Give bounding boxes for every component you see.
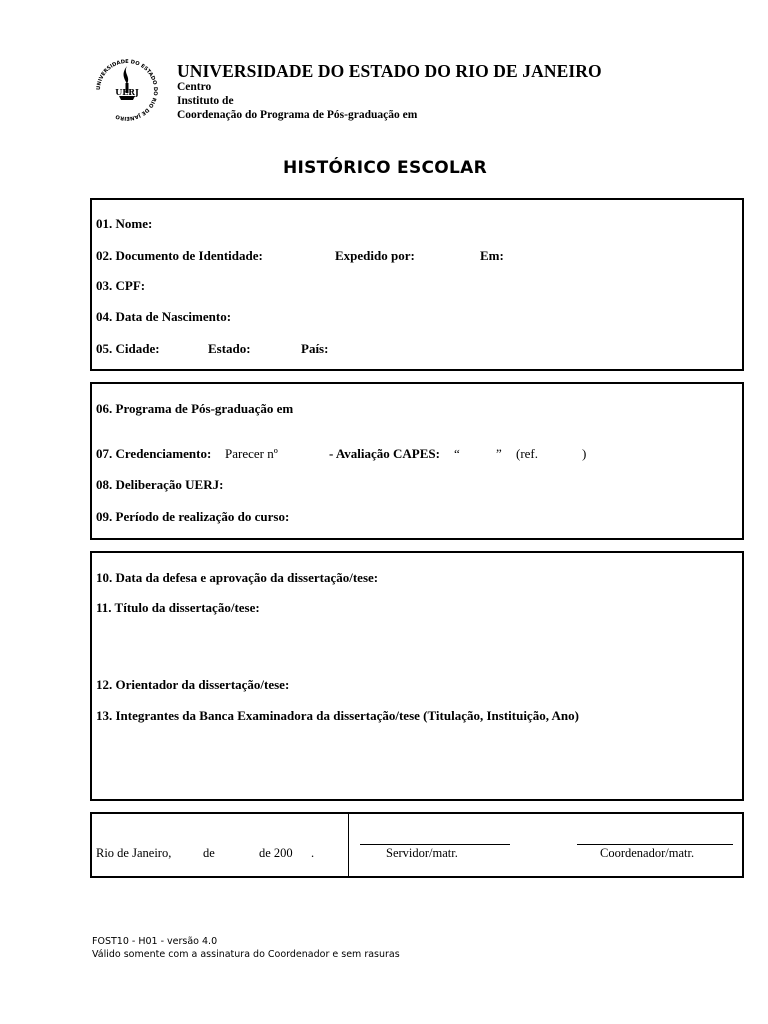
date-de-1: de: [203, 846, 215, 860]
field-deliberacao: 08. Deliberação UERJ:: [96, 477, 224, 492]
coordenador-signature-line: [577, 844, 733, 845]
field-periodo: 09. Período de realização do curso:: [96, 509, 290, 524]
field-avaliacao-capes: - Avaliação CAPES:: [329, 446, 440, 461]
field-nome: 01. Nome:: [96, 216, 153, 231]
field-banca: 13. Integrantes da Banca Examinadora da dissertação/tese (Titulação, Instituição, Ano): [96, 708, 579, 723]
footer-version: FOST10 - H01 - versão 4.0: [92, 936, 218, 947]
field-pais: País:: [301, 341, 329, 356]
page-title: HISTÓRICO ESCOLAR: [282, 158, 488, 178]
seal-uerj-text: UERJ: [115, 87, 139, 97]
coordenador-label: Coordenador/matr.: [600, 846, 695, 860]
ref-close: ): [582, 446, 587, 461]
program-section: [90, 382, 744, 540]
place-label: Rio de Janeiro,: [96, 846, 172, 860]
signature-divider: [348, 814, 349, 876]
header-centro: Centro: [177, 81, 212, 93]
personal-data-section: [90, 198, 744, 371]
field-em: Em:: [480, 248, 504, 263]
date-dot: .: [311, 846, 315, 860]
servidor-signature-line: [360, 844, 510, 845]
field-programa: 06. Programa de Pós-graduação em: [96, 401, 294, 416]
servidor-label: Servidor/matr.: [386, 846, 458, 860]
field-orientador: 12. Orientador da dissertação/tese:: [96, 677, 290, 692]
field-documento: 02. Documento de Identidade:: [96, 248, 263, 263]
ref-open: (ref.: [516, 446, 539, 461]
footer-note: Válido somente com a assinatura do Coordenador e sem rasuras: [92, 949, 400, 960]
field-defesa: 10. Data da defesa e aprovação da dissertação/tese:: [96, 570, 379, 585]
field-cpf: 03. CPF:: [96, 278, 146, 293]
signature-section: [90, 812, 744, 878]
field-parecer: Parecer nº: [225, 446, 278, 461]
field-estado: Estado:: [208, 341, 251, 356]
header-instituto: Instituto de: [177, 95, 234, 107]
field-credenciamento: 07. Credenciamento:: [96, 446, 212, 461]
seal-ring-text: UNIVERSIDADE DO ESTADO DO RIO DE JANEIRO: [95, 58, 159, 122]
quote-open: “: [454, 446, 460, 461]
field-nascimento: 04. Data de Nascimento:: [96, 309, 232, 324]
field-titulo: 11. Título da dissertação/tese:: [96, 600, 260, 615]
quote-close: ”: [496, 446, 502, 461]
field-expedido: Expedido por:: [335, 248, 415, 263]
date-de-2: de 200: [259, 846, 293, 860]
university-name: UNIVERSIDADE DO ESTADO DO RIO DE JANEIRO: [177, 61, 602, 81]
uerj-seal-logo: [93, 56, 161, 124]
header-coordenacao: Coordenação do Programa de Pós-graduação em: [177, 109, 418, 121]
field-cidade: 05. Cidade:: [96, 341, 160, 356]
dissertation-section: [90, 551, 744, 801]
